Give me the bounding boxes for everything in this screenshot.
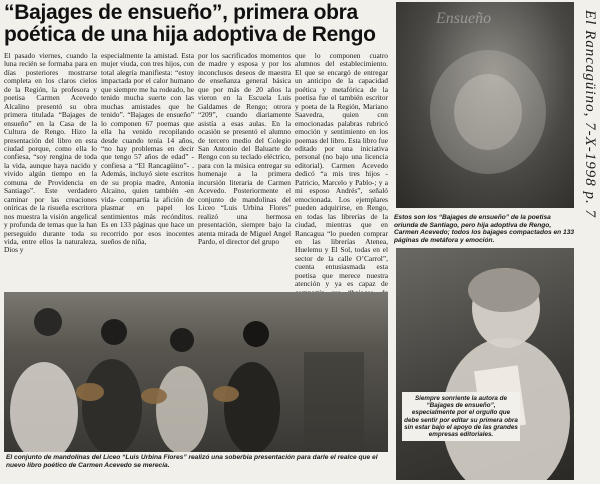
cover-title-text: Ensueño [436, 10, 492, 27]
column-text: especialmente la amistad. Esta mujer viuda, con tres hijos, con total alegría manifiesta: “estoy impactada por el calor humano que siempre me ha rodeado, he tenido mucha suerte con las muchas amistades que he tenido”. “Bajages de ensueño” lo componen 67 poemas que ella ha venido recopilando desde cuando tenía 14 años, “no hay problemas en decir que tengo 57 años de edad” -confiesa a “El Rancagüino”- . Además, incluyó siete escritos de su propia madre, Antonia Alcaino, quien también -en vida- compartía la afición de plasmar en papel los sentimientos más recónditos. Es en 133 páginas que hace un recorrido por esos inocentes sueños de niña, [101, 52, 194, 246]
photo-caption-ensemble: El conjunto de mandolinas del Liceo “Luis Urbina Flores” realizó una soberbia presentación para darle el realce que el nuevo libro poético de Carmen Acevedo se merecía. [6, 454, 378, 469]
column-text: El pasado viernes, cuando la luna recién se formaba para en días posteriores mostrarse completa en los claros cielos de la Región, la profesora y poetisa Carmen Acevedo Alcalino presentó su obra primera titulada “Bajages de ensueño” en la Casa de la Cultura de Rengo. Hizo la presentación del libro en esta ciudad porque, como ella lo confiesa, “soy rengina de toda la vida, aunque haya nacido y vivido algún tiempo en la comuna de Providencia en Santiago”. Este verdadero caminar por las creaciones oníricas de la risueña escritora nos muestra la visión angelical y profunda de temas que la han perseguido durante toda su vida, entre ellos la naturaleza, Dios y [4, 52, 97, 255]
headline-line-1: “Bajages de ensueño”, primera obra [4, 1, 358, 24]
mandolin-ensemble-photo [4, 292, 388, 452]
article-body [4, 52, 388, 292]
column-text: por los sacrificados momentos de madre y esposa y por los inconclusos deseos de maestra de enseñanza general básica que por más de 20 años la vieron en la Escuela Luis Galdames de Rengo; otrora “209”, cuando diariamente asistía a esas aulas. En la ocasión se presentó el alumno de tercero medio del Colegio San Antonio del Baluarte de Rengo con su teclado eléctrico, para con la música entregar su homenaje a la primera incursión literaria de Carmen Acevedo. Posteriormente el conjunto de mandolinas del Liceo “Luis Urbina Flores” realizó una hermosa presentación, siempre bajo la atenta mirada de Miguel Angel Pardo, el director del grupo [198, 52, 291, 246]
column-text: que lo componen cuatro alumnos del establecimiento. El que se encargó de entregar un anticipo de la capacidad poética y metafórica de la poetisa fue el también escritor y poeta de la Región, Mariano Saavedra, quien con emocionadas palabras rubricó emoción y sentimiento en los poemas del libro. Esta libro fue editado por una iniciativa personal (no bajo una licencia editorial). Carmen Acevedo dedicó “a mis tres hijos -Patricio, Marcelo y Pablo-; y a mi esposo Andrés”, señaló emocionada. Los ejemplares pueden adquirirse, en Rengo, en todas las librerías de la ciudad, mientras que en Rancagua “lo pueden comprar en las librerías Atenea, Huelemu y El Sol, todas en el sector de la calle O’Carrol”, cuenta entusiasmada esta poetisa que merece nuestra atención y ya es capaz de [295, 52, 388, 289]
photo-caption-author: Siempre sonriente la autora de “Bajages de ensueño”, especialmente por el orgullo que debe sentir por editar su primera obra sin estar bajo el apoyo de las grandes empresas editoriales. [402, 392, 520, 441]
photo-caption-book: Estos son los “Bajages de ensueño” de la poetisa oriunda de Santiago, pero hija adoptiva de Rengo, Carmen Acevedo; todos los bajages compactados en 133 páginas de metáfora y emoción. [394, 214, 575, 244]
mandolin-players-illustration [4, 292, 388, 452]
book-cover-photo [396, 2, 574, 208]
author-portrait-photo [396, 248, 574, 480]
book-cover-illustration [396, 2, 574, 208]
headline-line-2: poética de una hija adoptiva de Rengo [4, 23, 376, 46]
author-portrait-illustration [396, 248, 574, 480]
handwritten-source-note: El Rancagüino, 7-X-1998 p. 7 [582, 10, 598, 218]
headline [4, 2, 392, 46]
